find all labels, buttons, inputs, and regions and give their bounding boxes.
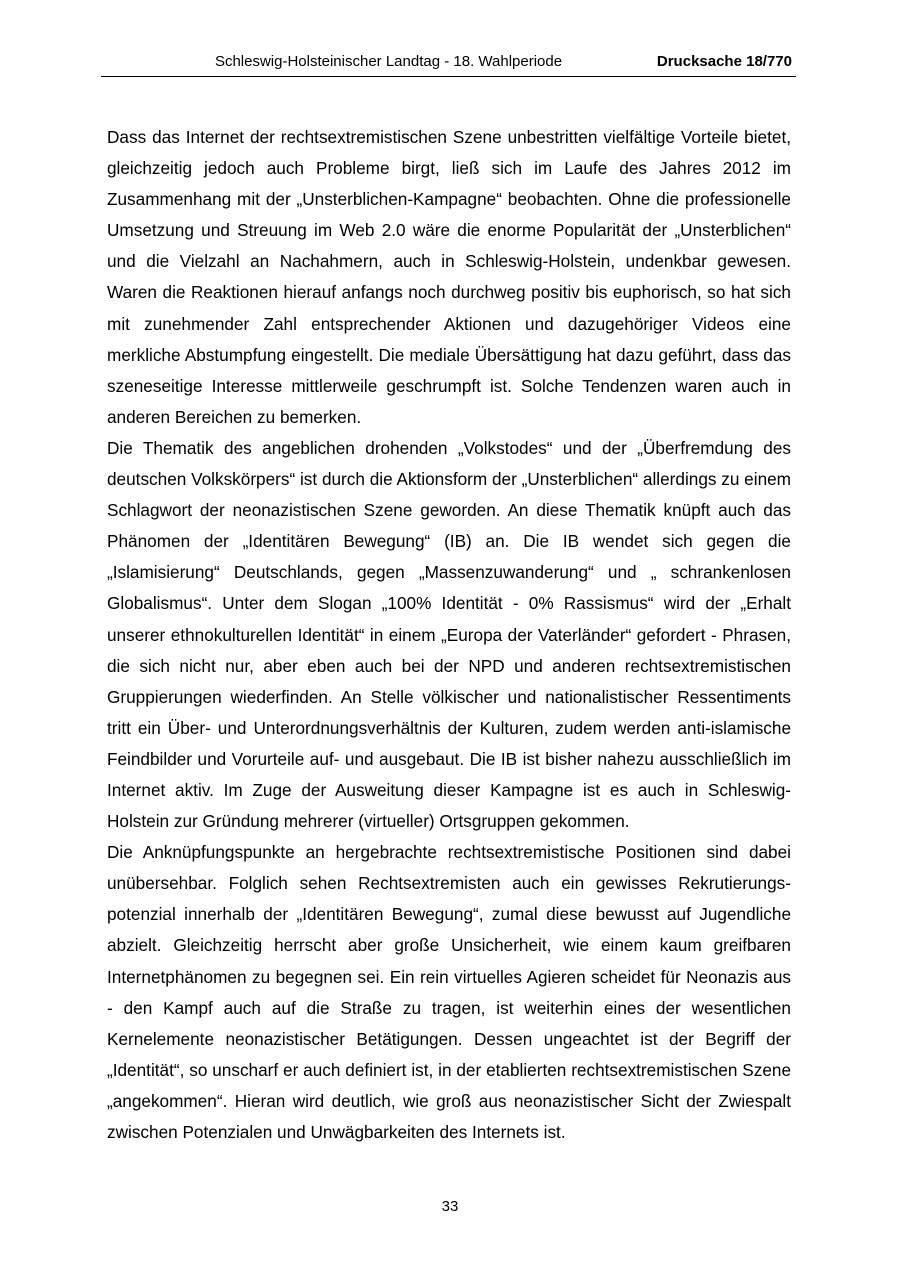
header-title: Schleswig-Holsteinischer Landtag - 18. Wahlperiode <box>214 53 563 70</box>
paragraph: Die Thematik des angeblichen drohenden „Volkstodes“ und der „Überfremdung des deutschen Volkskörpers“ ist durch die Aktionsform der „Unsterblichen“ allerdings zu einem Schlagwort der neonazistischen Szene geworden. An diese Thematik knüpft auch das Phänomen der „Identitären Bewegung“ (IB) an. Die IB wendet sich gegen die „Islamisierung“ Deutschlands, gegen „Massenzuwanderung“ und „ schrankenlosen Globalismus“. Unter dem Slogan „100% Identität - 0% Rassismus“ wird der „Erhalt unserer ethnokulturellen Identität“ in einem „Europa der Vaterländer“ gefordert - Phrasen, die sich nicht nur, aber eben auch bei der NPD und anderen rechtsextremistischen Gruppierungen wiederfinden. An Stelle völkischer und nationalistischer Ressentiments tritt ein Über- und Unterordnungsverhältnis der Kulturen, zudem werden anti-islamische Feindbilder und Vorurteile auf- und ausgebaut. Die IB ist bisher nahezu ausschließlich im Internet aktiv. Im Zuge der Ausweitung dieser Kampagne ist es auch in Schleswig-Holstein zur Gründung mehrerer (virtueller) Ortsgruppen gekommen. <box>107 437 791 832</box>
paragraph: Dass das Internet der rechtsextremistischen Szene unbestritten vielfältige Vorteile bietet, gleichzeitig jedoch auch Probleme birgt, ließ sich im Laufe des Jahres 2012 im Zusammenhang mit der „Unsterblichen-Kampagne“ beobachten. Ohne die professionelle Umsetzung und Streuung im Web 2.0 wäre die enorme Popularität der „Unsterblichen“ und die Vielzahl an Nachahmern, auch in Schleswig-Holstein, undenkbar gewesen. Waren die Reaktionen hierauf anfangs noch durchweg positiv bis euphorisch, so hat sich mit zunehmender Zahl entsprechender Aktionen und dazugehöriger Videos eine merkliche Abstumpfung eingestellt. Die mediale Übersättigung hat dazu geführt, dass das szeneseitige Interesse mittlerweile geschrumpft ist. Solche Tendenzen waren auch in anderen Bereichen zu bemerken. <box>107 127 791 427</box>
paragraph: Die Anknüpfungspunkte an hergebrachte rechtsextremistische Positionen sind dabei unübersehbar. Folglich sehen Rechtsextremisten auch ein gewisses Rekrutierungspotenzial innerhalb der „Identitären Bewegung“, zumal diese bewusst auf Jugendliche abzielt. Gleichzeitig herrscht aber große Unsicherheit, wie einem kaum greifbaren Internetphänomen zu begegnen sei. Ein rein virtuelles Agieren scheidet für Neonazis aus - den Kampf auch auf die Straße zu tragen, ist weiterhin eines der wesentlichen Kernelemente neonazistischer Betätigungen. Dessen ungeachtet ist der Begriff der „Identität“, so unscharf er auch definiert ist, in der etablierten rechtsextremistischen Szene „angekommen“. Hieran wird deutlich, wie groß aus neonazistischer Sicht der Zwiespalt zwischen Potenzialen und Unwägbarkeiten des Internets ist. <box>107 842 791 1142</box>
page-header <box>101 50 796 74</box>
header-divider <box>101 76 796 77</box>
page-number: 33 <box>441 1198 459 1215</box>
body-text <box>107 122 791 1148</box>
document-number: Drucksache 18/770 <box>656 53 792 70</box>
